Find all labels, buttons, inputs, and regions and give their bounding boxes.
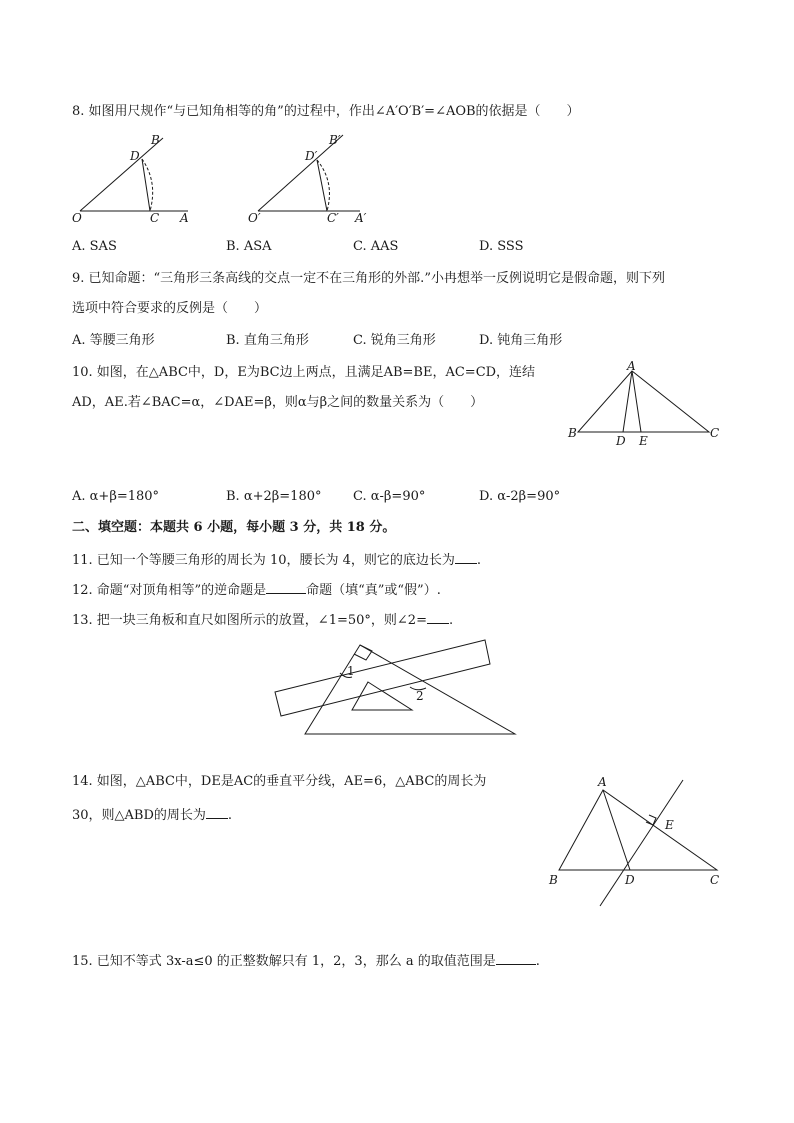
q10-option-d: D. α-2β=90° [479,489,561,504]
q10-line2: AD，AE.若∠BAC=α，∠DAE=β，则α与β之间的数量关系为（ ） [72,395,484,410]
label-B: B [549,873,558,887]
q12-text [72,579,441,601]
segment-DC [142,159,150,211]
q8-option-d: D. SSS [479,239,524,254]
q15-end: . [535,954,540,969]
q8-option-c: C. AAS [353,239,399,254]
q13-stem: 13. 把一块三角板和直尺如图所示的放置，∠1=50°，则∠2= [72,613,427,628]
q15-answer-blank[interactable] [496,950,536,965]
label-B: B [568,426,577,440]
ray-OB [80,138,163,211]
angle-2-label: 2 [416,689,424,703]
label-C: C [710,873,720,887]
segment-D2C2 [317,160,327,211]
label-C: C [150,211,160,225]
label-C2: C′ [327,211,339,225]
segment-AE [632,371,641,432]
label-E: E [639,434,648,448]
q11-answer-blank[interactable] [455,549,477,564]
section-fill-in-title: 二、填空题：本题共 6 小题，每小题 3 分，共 18 分。 [72,520,396,535]
q8-option-b: B. ASA [226,239,272,254]
q14-line2 [72,804,232,826]
q13-end: . [448,613,454,628]
q8-figure-original-angle [70,130,200,225]
angle-1-label: 1 [347,664,355,678]
q9-option-d: D. 钝角三角形 [479,333,563,348]
q8-figure-copied-angle [245,130,385,225]
label-A2: A′ [355,211,367,225]
q13-answer-blank[interactable] [427,609,449,624]
q15-text [72,950,540,972]
q9-option-a: A. 等腰三角形 [72,333,155,348]
label-B2: B′ [329,133,341,147]
label-O: O [72,211,82,225]
segment-AD [603,790,630,870]
q9-option-c: C. 锐角三角形 [353,333,436,348]
label-D: D [616,434,626,448]
q10-option-c: C. α-β=90° [353,489,426,504]
q14-line1: 14. 如图，△ABC中，DE是AC的垂直平分线，AE=6，△ABC的周长为 [72,774,487,789]
q14-stem: 30，则△ABD的周长为 [72,808,206,823]
q13-figure-ruler-triangle [270,630,520,740]
q9-option-b: B. 直角三角形 [226,333,309,348]
q12-end: 命题（填“真”或“假”）. [306,583,441,598]
q11-text [72,549,481,571]
label-D: D [625,873,635,887]
label-A: A [598,775,607,789]
bisector-line-DE [600,780,683,906]
label-O2: O′ [248,211,261,225]
q12-answer-blank[interactable] [266,579,306,594]
q10-option-a: A. α+β=180° [72,489,160,504]
q14-answer-blank[interactable] [206,804,228,819]
ruler [275,640,490,716]
label-B: B [151,133,160,147]
triangle-ABC [559,790,717,870]
q11-end: . [476,553,482,568]
q14-figure-triangle [545,772,725,912]
label-D2: D′ [305,149,318,163]
q8-stem: 8. 如图用尺规作“与已知角相等的角”的过程中，作出∠A′O′B′=∠AOB的依据是（ ） [72,104,580,119]
q10-option-b: B. α+2β=180° [226,489,322,504]
q10-figure-triangle [564,360,724,450]
q15-stem: 15. 已知不等式 3x-a≤0 的正整数解只有 1，2，3，那么 a 的取值范围是 [72,954,496,969]
label-A: A [627,359,636,373]
label-C: C [710,426,720,440]
label-D: D [130,149,140,163]
q14-end: . [227,808,233,823]
q8-option-a: A. SAS [72,239,117,254]
q10-line1: 10. 如图，在△ABC中，D，E为BC边上两点，且满足AB=BE，AC=CD，连结 [72,365,536,380]
label-E: E [665,818,674,832]
q11-stem: 11. 已知一个等腰三角形的周长为 10，腰长为 4，则它的底边长为 [72,553,455,568]
q12-stem: 12. 命题“对顶角相等”的逆命题是 [72,583,267,598]
q9-line1: 9. 已知命题：“三角形三条高线的交点一定不在三角形的外部.”小冉想举一反例说明它是假命题，则下列 [72,271,665,286]
q9-line2: 选项中符合要求的反例是（ ） [72,301,268,316]
label-A: A [180,211,189,225]
q13-text [72,609,453,631]
triangle-ABC [578,371,709,432]
